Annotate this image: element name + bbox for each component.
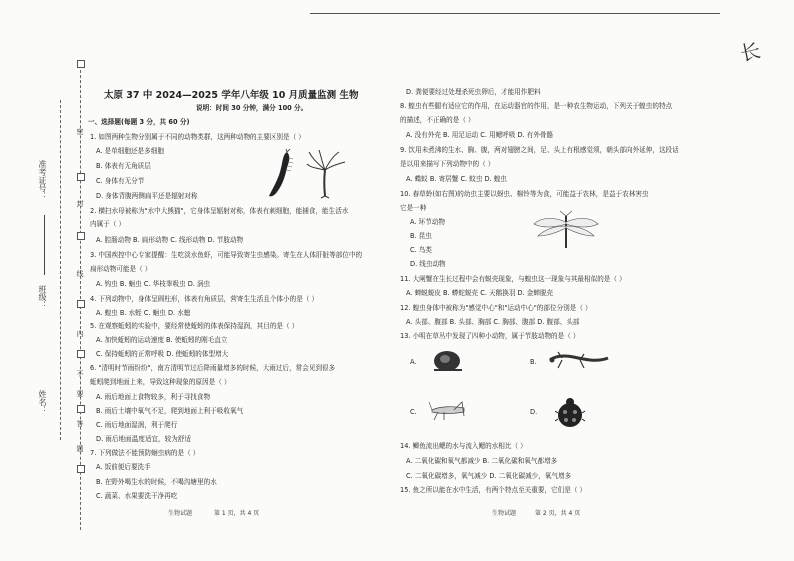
q7-option-c: C. 蔬菜、水果要洗干净再吃 [96, 492, 178, 500]
q6-stem: 6. "清明时节雨纷纷"，南方清明节过后降雨量增多的时候，大雨过后，常会见到很多 [90, 364, 336, 372]
seal-box [77, 173, 85, 181]
ladybug-figure [555, 395, 585, 429]
q8-stem: 8. 蝗虫有些腿有适应它的作用，在运动器官的作用，是一种农生物运动，下列关于蝗虫的特点 [400, 102, 673, 110]
q12-options: A. 头部、腹部 B. 头部、胸部 C. 胸部、腹部 D. 腹部、头部 [406, 318, 580, 326]
q6-option-b: B. 雨后土壤中氧气不足，爬到地面上利于吸收氧气 [96, 407, 244, 415]
q1-option-b: B. 体表有无角质层 [96, 162, 151, 170]
seal-char: 内 [76, 330, 84, 337]
q10-stem-cont: 它是一种 [400, 204, 427, 212]
q7-option-d: D. 粪便要经过处理杀死虫卵后，才能用作肥料 [406, 88, 541, 96]
q9-options: A. 蝶蚁 B. 寄居蟹 C. 蚊虫 D. 蝗虫 [406, 175, 507, 183]
q4-options: A. 蝗虫 B. 水蛭 C. 蛔虫 D. 水螅 [96, 309, 191, 317]
q5-stem: 5. 在观察蚯蚓的实验中，要经常使蚯蚓的体表保持湿润，其目的是（ ） [90, 322, 299, 330]
q1-stem: 1. 如图两种生物分别属于不同的动物类群，这两种动物的主要区别是（ ） [90, 133, 305, 141]
q13-option-a-label: A. [410, 358, 417, 366]
q7-option-a: A. 饭前便后要洗手 [96, 463, 151, 471]
q10-stem: 10. 春草蛉(如右图)的幼虫主要以蚜虫、棉铃等为食，可能益于农林，是益于农林害虫 [400, 190, 649, 198]
snail-figure [430, 346, 464, 374]
q3-stem-cont: 扁形动物可能是（ ） [90, 265, 152, 273]
q6-option-c: C. 雨后地面湿润，利于爬行 [96, 421, 178, 429]
q1-option-d: D. 身体背腹两侧扁平还是辐射对称 [96, 192, 198, 200]
seal-box [77, 465, 85, 473]
q10-option-b: B. 昆虫 [410, 232, 432, 240]
section-heading: 一、选择题(每题 3 分，共 60 分) [88, 118, 190, 126]
q2-options: A. 腔肠动物 B. 扁形动物 C. 线形动物 D. 节肢动物 [96, 236, 244, 244]
top-rule [310, 13, 720, 14]
q9-stem-cont: 是以用来描写下列动物中的（ ） [400, 160, 495, 168]
q1-option-a: A. 是单细胞还是多细胞 [96, 147, 164, 155]
seal-char: 不 [76, 370, 84, 377]
seal-char: 密 [76, 128, 84, 135]
q13-option-c-label: C. [410, 408, 417, 416]
q3-options: A. 钩虫 B. 蛔虫 C. 华枝睾吸虫 D. 涡虫 [96, 280, 211, 288]
footer-left-name: 生物试题 [168, 510, 193, 517]
q13-stem: 13. 小明在草丛中发现了四种小动物，属于节肢动物的是（ ） [400, 332, 580, 340]
q10-option-c: C. 鸟类 [410, 246, 432, 254]
q12-stem: 12. 蝗虫身体中被称为"感觉中心"和"运动中心"的部位分别是（ ） [400, 304, 592, 312]
seal-box [77, 405, 85, 413]
q9-stem: 9. 饮用未煮沸的生水、胸、腹，两对翅膀之间，足、头上有根感觉须，朝头部向外延伸，这段话 [400, 146, 679, 154]
q2-stem: 2. 横扫水母被称为"水中大熊猫"，它身体呈辐射对称，体表有刺细胞，能捕食，能生活水 [90, 207, 349, 215]
q3-stem: 3. 中国疾控中心专家提醒：生吃淡水鱼虾，可能导致寄生虫感染。寄生在人体肝脏等部位中的 [90, 251, 363, 259]
q13-option-d-label: D. [530, 408, 538, 416]
exam-number-label: 准考证号： [38, 160, 47, 200]
q6-option-d: D. 雨后地面温度适宜，较为舒适 [96, 435, 191, 443]
q1-option-c: C. 身体有无分节 [96, 177, 145, 185]
seal-char: 线 [76, 270, 84, 277]
q13-option-b-label: B. [530, 358, 537, 366]
q6-option-a: A. 雨后地面上食物较多，利于寻找食物 [96, 393, 211, 401]
corner-handwritten-mark: 长 [738, 38, 763, 66]
hydra-figure [305, 148, 349, 200]
lacewing-figure [532, 210, 600, 250]
exam-instructions: 说明：时间 30 分钟，满分 100 分。 [196, 104, 308, 112]
q11-stem: 11. 大闸蟹在生长过程中会有蜕壳现象，与蝗虫这一现象与其最相似的是（ ） [400, 275, 626, 283]
seal-box [77, 60, 85, 68]
q14-options-ab: A. 二氧化碳和氧气都减少 B. 二氧化碳和氧气都增多 [406, 457, 558, 465]
q4-stem: 4. 下列动物中，身体呈圆柱形，体表有角质层，营寄生生活且个体小的是（ ） [90, 295, 319, 303]
q14-options-cd: C. 二氧化碳增多，氧气减少 D. 二氧化碳减少，氧气增多 [406, 472, 572, 480]
q8-options: A. 没有外壳 B. 用足运动 C. 用鳃呼吸 D. 有外骨骼 [406, 131, 554, 139]
lizard-figure [548, 348, 610, 372]
q7-option-b: B. 在野外喝生水的时候，不喝沟塘里的水 [96, 478, 217, 486]
exam-title: 太原 37 中 2024—2025 学年八年级 10 月质量监测 生物 [104, 90, 359, 101]
seal-box [77, 350, 85, 358]
seal-char: 答 [76, 420, 84, 427]
seal-box [77, 232, 85, 240]
q10-option-d: D. 线虫动物 [410, 260, 446, 268]
q6-stem-cont: 蚯蚓爬到地面上来，导致这种现象的原因是（ ） [90, 378, 231, 386]
exam-number-blank[interactable] [44, 215, 45, 275]
q5-options-cd: C. 保持蚯蚓的正常呼吸 D. 使蚯蚓的体型增大 [96, 350, 229, 358]
seal-char: 题 [76, 445, 84, 452]
q14-stem: 14. 鲫鱼流出鳃的水与流入鳃的水相比（ ） [400, 442, 527, 450]
q15-stem: 15. 鱼之所以能在水中生活，有两个特点至关重要，它们是（ ） [400, 486, 587, 494]
footer-left-page: 第 1 页，共 4 页 [214, 510, 260, 517]
q5-options-ab: A. 加快蚯蚓的运动速度 B. 使蚯蚓的刚毛直立 [96, 336, 228, 344]
name-label: 姓名： [38, 390, 47, 414]
planarian-figure [265, 148, 303, 200]
seal-box [77, 300, 85, 308]
footer-right-name: 生物试题 [492, 510, 517, 517]
footer-right-page: 第 2 页，共 4 页 [535, 510, 581, 517]
q8-stem-cont: 的描述，不正确的是（ ） [400, 116, 475, 124]
grasshopper-figure [428, 398, 468, 422]
q2-stem-cont: 内属于（ ） [90, 220, 126, 228]
seal-char: 要 [76, 390, 84, 397]
q7-stem: 7. 下列做法不能预防蛔虫病的是（ ） [90, 449, 200, 457]
seal-char: 封 [76, 200, 84, 207]
q10-option-a: A. 环节动物 [410, 218, 445, 226]
class-label: 班级： [38, 285, 47, 309]
q11-options: A. 蝉蜕蜕皮 B. 蟒蛇蜕壳 C. 天鹅换羽 D. 金蝉脱壳 [406, 289, 554, 297]
binding-dashed-line [60, 100, 61, 440]
